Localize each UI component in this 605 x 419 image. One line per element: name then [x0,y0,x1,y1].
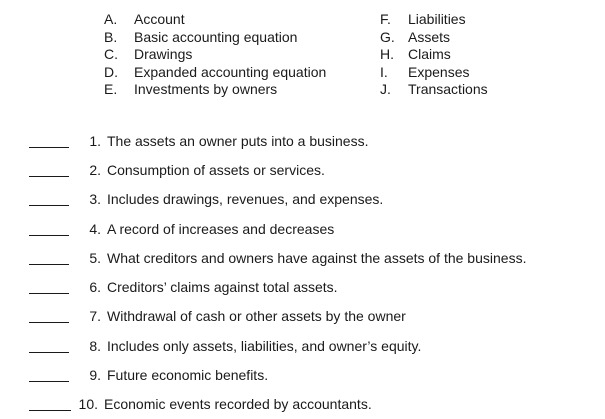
term-label: Transactions [408,81,488,98]
answer-blank[interactable] [29,222,69,236]
matching-items-list [29,126,526,419]
term-c [104,46,326,64]
item-text: What creditors and owners have against the assets of the business. [107,249,527,266]
item-text: Withdrawal of cash or other assets by the owner [107,308,406,325]
answer-blank[interactable] [29,192,69,206]
term-label: Basic accounting equation [134,28,298,45]
term-letter: C. [104,46,118,63]
term-j [380,81,488,99]
matching-item-5 [29,243,526,272]
item-text: Creditors’ claims against total assets. [107,279,338,296]
item-number: 1. [89,132,101,149]
item-text: Future economic benefits. [107,367,269,384]
terms-list-left [104,11,326,99]
term-letter: G. [380,28,395,45]
item-text: Economic events recorded by accountants. [104,396,372,413]
term-letter: E. [104,81,118,98]
matching-item-8 [29,331,526,360]
answer-blank[interactable] [29,280,69,294]
term-letter: H. [380,46,394,63]
answer-blank[interactable] [29,368,69,382]
answer-blank[interactable] [29,397,71,411]
term-f [380,11,488,29]
term-label: Claims [408,46,451,63]
term-label: Assets [408,28,451,45]
term-label: Investments by owners [134,81,278,98]
term-letter: F. [380,11,391,27]
item-number: 10. [78,396,98,413]
term-i [380,64,488,82]
term-label: Expanded accounting equation [134,63,327,80]
item-number: 7. [89,308,101,325]
item-number: 6. [89,279,101,296]
item-number: 2. [89,161,101,178]
term-letter: J. [380,81,391,98]
item-number: 3. [89,191,101,208]
answer-blank[interactable] [29,251,69,265]
answer-blank[interactable] [29,134,69,148]
item-text: A record of increases and decreases [107,220,335,237]
item-text: Includes drawings, revenues, and expenses. [107,191,384,208]
terms-list-right [380,11,488,99]
term-label: Account [134,11,185,27]
item-number: 9. [89,367,101,384]
matching-item-3 [29,185,526,214]
matching-item-9 [29,360,526,389]
term-letter: I. [380,63,388,80]
matching-item-6 [29,272,526,301]
item-number: 8. [89,337,101,354]
item-text: Consumption of assets or services. [107,161,325,178]
term-letter: D. [104,63,118,80]
answer-blank[interactable] [29,163,69,177]
term-a [104,11,326,29]
item-number: 4. [89,220,101,237]
answer-blank[interactable] [29,339,69,353]
matching-item-10 [29,390,526,419]
matching-item-4 [29,214,526,243]
term-label: Drawings [134,46,193,63]
term-label: Liabilities [408,11,466,27]
term-letter: A. [104,11,118,27]
term-d [104,64,326,82]
term-h [380,46,488,64]
item-number: 5. [89,249,101,266]
answer-blank[interactable] [29,309,69,323]
term-e [104,81,326,99]
item-text: The assets an owner puts into a business. [107,132,369,149]
term-label: Expenses [408,63,470,80]
term-g [380,29,488,47]
matching-item-7 [29,302,526,331]
term-letter: B. [104,28,118,45]
matching-item-2 [29,155,526,184]
matching-item-1 [29,126,526,155]
term-b [104,29,326,47]
item-text: Includes only assets, liabilities, and owner’s equity. [107,337,422,354]
